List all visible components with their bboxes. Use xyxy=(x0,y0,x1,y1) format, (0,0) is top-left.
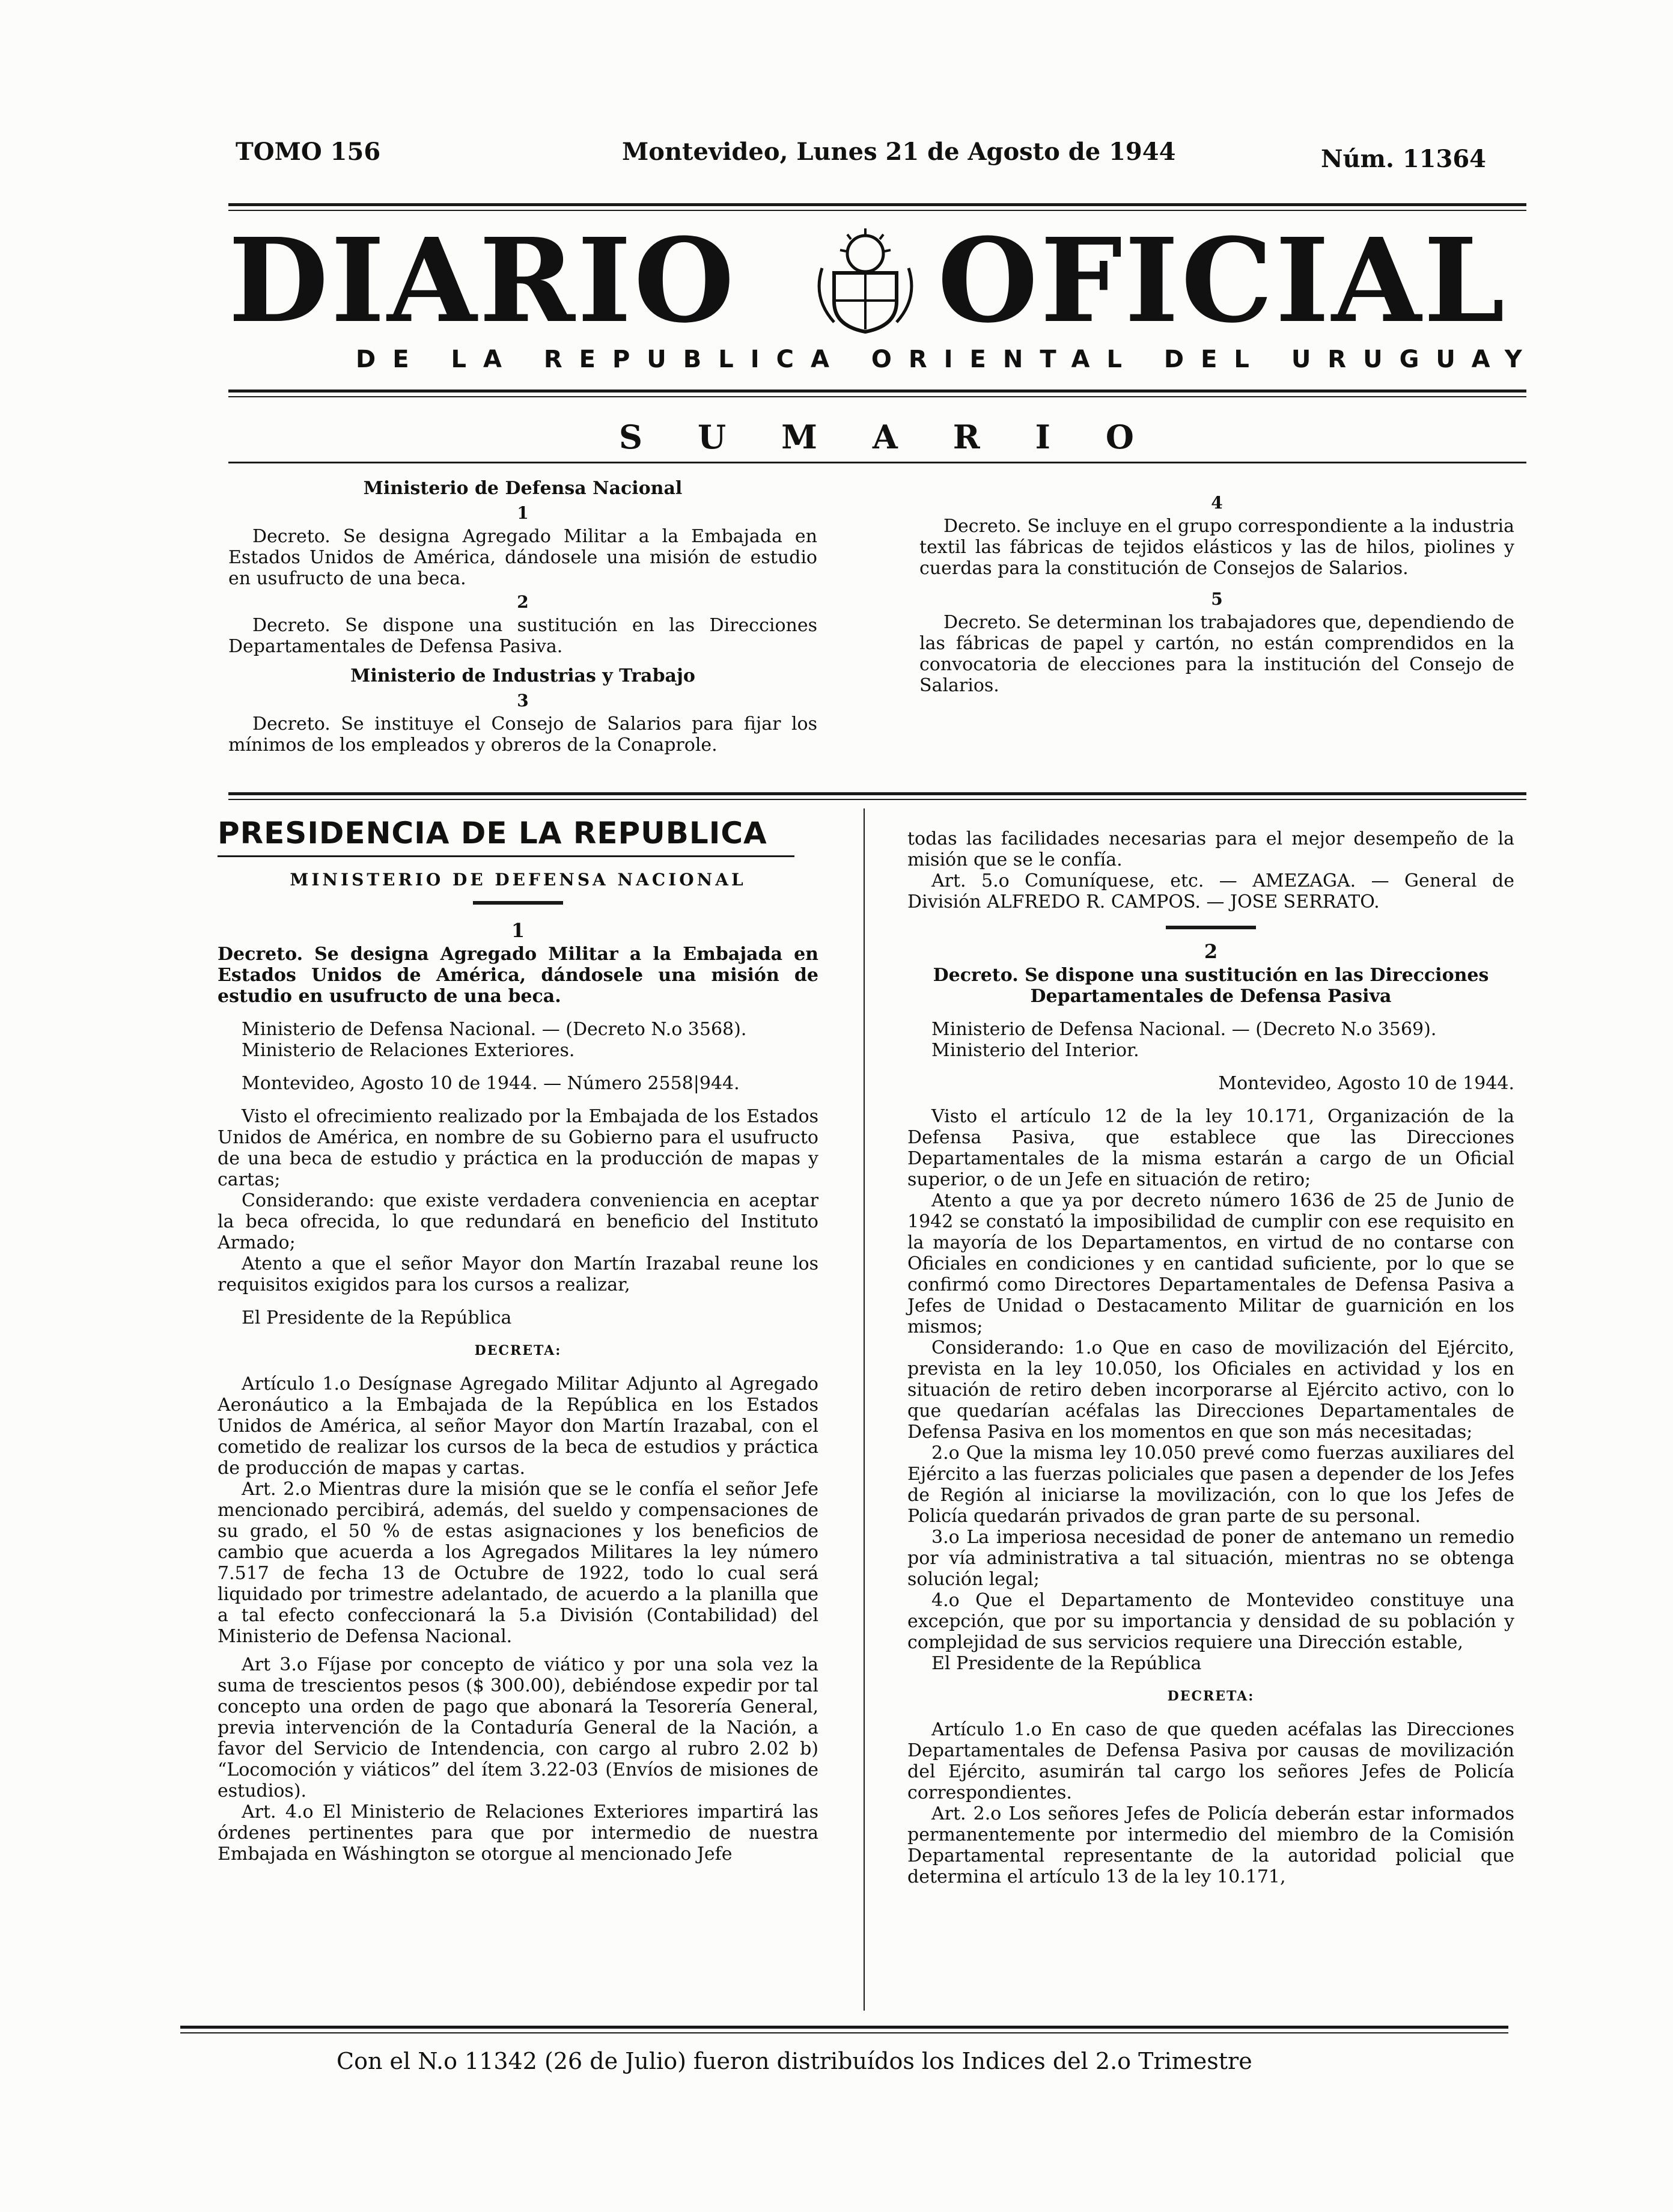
header-rule xyxy=(228,203,1526,206)
footer-rule-thin xyxy=(180,2032,1508,2033)
summary-right-column xyxy=(919,490,1514,696)
ministry-heading: MINISTERIO DE DEFENSA NACIONAL xyxy=(290,870,746,890)
summary-item-number: 3 xyxy=(517,691,529,710)
issue-date: Montevideo, Lunes 21 de Agosto de 1944 xyxy=(622,138,1176,166)
continuation-paragraph: todas las facilidades necesarias para el mejor desempeño de la misión que se le confía. xyxy=(907,828,1514,870)
visto-paragraph: Visto el artículo 12 de la ley 10.171, Organización de la Defensa Pasiva, que establece que las Direcciones Departamentales de la misma estarán a cargo de un Oficial superior, o de un Jefe en situación de retiro; xyxy=(907,1106,1514,1190)
volume-label: TOMO 156 xyxy=(236,138,381,166)
visto-paragraph: Visto el ofrecimiento realizado por la Embajada de los Estados Unidos de América, en nombre de su Gobierno para el usufructo de una beca de estudio y práctica en la producción de mapas y cartas; xyxy=(218,1106,818,1190)
footer-notice: Con el N.o 11342 (26 de Julio) fueron distribuídos los Indices del 2.o Trimestre xyxy=(337,2048,1252,2074)
summary-item-number: 5 xyxy=(1211,589,1223,609)
place-date: Montevideo, Agosto 10 de 1944. xyxy=(1218,1073,1514,1094)
article-paragraph: Art. 4.o El Ministerio de Relaciones Exteriores impartirá las órdenes pertinentes para que por intermedio de nuestra Embajada en Wáshington se otorgue al mencionado Jefe xyxy=(218,1801,818,1865)
decree-number: 2 xyxy=(1204,940,1218,963)
article-paragraph: Art 3.o Fíjase por concepto de viático y por una sola vez la suma de trescientos pesos ($ 300.00), debiéndose expedir por tal concepto una orden de pago que abonará la Tesorería General, previa intervención de la Contaduría General de la Nación, a favor del Servicio de Intendencia, con cargo al rubro 2.02 b) “Locomoción y viáticos” del ítem 3.22-03 (Envíos de misiones de estudios). xyxy=(218,1654,818,1801)
decree-reference: Ministerio de Defensa Nacional. — (Decreto N.o 3569). xyxy=(931,1019,1437,1040)
summary-ministry-defense: Ministerio de Defensa Nacional xyxy=(363,478,683,499)
coat-of-arms-icon xyxy=(805,226,925,334)
considerando-paragraph: 2.o Que la misma ley 10.050 prevé como fuerzas auxiliares del Ejército a las fuerzas policiales que pasen a depender de los Jefes de Región al iniciarse la movilización, con lo que los Jefes de Policía quedarán privados de gran parte de su personal. xyxy=(907,1443,1514,1527)
masthead xyxy=(228,213,1514,349)
decree-reference: Ministerio de Defensa Nacional. — (Decreto N.o 3568). xyxy=(242,1019,747,1040)
considerando-paragraph: 4.o Que el Departamento de Montevideo constituye una excepción, que por su importancia y densidad de su población y complejidad de sus servicios requiere una Dirección estable, xyxy=(907,1590,1514,1653)
summary-title: SUMARIO xyxy=(619,418,1189,456)
short-rule xyxy=(1166,926,1256,929)
summary-item-text: Decreto. Se determinan los trabajadores que, dependiendo de las fábricas de papel y cartón, no están comprendidos en la convocatoria de elecciones para la institución del Consejo de Salarios. xyxy=(919,612,1514,696)
presidente-line: El Presidente de la República xyxy=(242,1307,512,1328)
summary-ministry-industry: Ministerio de Industrias y Trabajo xyxy=(350,665,695,686)
summary-item-number: 1 xyxy=(517,503,529,523)
column-divider xyxy=(864,808,865,2011)
issue-number: Núm. 11364 xyxy=(1321,145,1486,173)
summary-left-column xyxy=(228,478,817,756)
summary-item-number: 2 xyxy=(517,592,529,612)
left-body-column xyxy=(218,814,818,1865)
considerando-paragraph: Considerando: 1.o Que en caso de movilización del Ejército, prevista en la ley 10.050, los Oficiales en actividad y los en situación de retiro deben incorporarse al Ejército activo, con lo que quedarían acéfalas las Direcciones Departamentales de Defensa Pasiva en los momentos en que son más necesitadas; xyxy=(907,1337,1514,1443)
atento-paragraph: Atento a que el señor Mayor don Martín Irazabal reune los requisitos exigidos para los cursos a realizar, xyxy=(218,1253,818,1295)
masthead-title-left: DIARIO xyxy=(228,213,737,349)
right-body-column xyxy=(907,828,1514,1887)
masthead-rule-thin xyxy=(228,396,1526,397)
decree-title: Decreto. Se dispone una sustitución en las Direcciones Departamentales de Defensa Pasiva xyxy=(933,965,1489,1007)
summary-item-text: Decreto. Se dispone una sustitución en las Direcciones Departamentales de Defensa Pasiva. xyxy=(228,615,817,657)
considerando-paragraph: Considerando: que existe verdadera conveniencia en aceptar la beca ofrecida, lo que redundará en beneficio del Instituto Armado; xyxy=(218,1190,818,1253)
decree-reference: Ministerio de Relaciones Exteriores. xyxy=(242,1040,575,1061)
decree-number: 1 xyxy=(511,919,525,942)
masthead-rule xyxy=(228,390,1526,393)
article-paragraph: Art. 2.o Los señores Jefes de Policía deberán estar informados permanentemente por intermedio del miembro de la Comisión Departamental representante de la autoridad policial que determina el artículo 13 de la ley 10.171, xyxy=(907,1803,1514,1887)
section-title-presidencia: PRESIDENCIA DE LA REPUBLICA xyxy=(218,816,767,851)
summary-item-text: Decreto. Se instituye el Consejo de Salarios para fijar los mínimos de los empleados y obreros de la Conaprole. xyxy=(228,713,817,756)
masthead-title-right: OFICIAL xyxy=(937,213,1507,349)
summary-item-text: Decreto. Se designa Agregado Militar a la Embajada en Estados Unidos de América, dándosele una misión de estudio en usufructo de una beca. xyxy=(228,526,817,589)
decreta-heading: DECRETA: xyxy=(1167,1688,1255,1704)
article-paragraph: Art. 2.o Mientras dure la misión que se le confía el señor Jefe mencionado percibirá, además, del sueldo y compensaciones de su grado, el 50 % de estas asignaciones y los beneficios de cambio que acuerda a los Agregados Militares la ley número 7.517 de fecha 13 de Octubre de 1922, todo lo cual será liquidado por trimestre adelantado, de acuerdo a la planilla que a tal efecto confeccionará la 5.a División (Contabilidad) del Ministerio de Defensa Nacional. xyxy=(218,1479,818,1647)
decree-reference: Ministerio del Interior. xyxy=(931,1040,1139,1061)
considerando-paragraph: 3.o La imperiosa necesidad de poner de antemano un remedio por vía administrativa a tal situación, mientras no se obtenga solución legal; xyxy=(907,1527,1514,1590)
masthead-subtitle: DE LA REPUBLICA ORIENTAL DEL URUGUAY xyxy=(356,346,1539,373)
summary-bottom-rule xyxy=(228,792,1526,795)
article-paragraph: Art. 5.o Comuníquese, etc. — AMEZAGA. — General de División ALFREDO R. CAMPOS. — JOSE SERRATO. xyxy=(907,870,1514,912)
header-rule-thin xyxy=(228,210,1526,211)
summary-bottom-rule-thin xyxy=(228,799,1526,800)
short-rule xyxy=(473,901,563,905)
atento-paragraph: Atento a que ya por decreto número 1636 de 25 de Junio de 1942 se constató la imposibilidad de cumplir con ese requisito en la mayoría de los Departamentos, en virtud de no contarse con Oficiales en condiciones y en cantidad suficiente, por lo que se confirmó como Directores Departamentales de Defensa Pasiva a Jefes de Unidad o Destacamento Militar de guarnición en los mismos; xyxy=(907,1190,1514,1337)
summary-rule xyxy=(228,462,1526,463)
article-paragraph: Artículo 1.o Desígnase Agregado Militar Adjunto al Agregado Aeronáutico a la Embajada de la República en los Estados Unidos de América, al señor Mayor don Martín Irazabal, con el cometido de realizar los cursos de la beca de estudios y práctica de producción de mapas y cartas. xyxy=(218,1373,818,1479)
summary-item-text: Decreto. Se incluye en el grupo correspondiente a la industria textil las fábricas de tejidos elásticos y las de hilos, piolines y cuerdas para la constitución de Consejos de Salarios. xyxy=(919,516,1514,579)
decreta-heading: DECRETA: xyxy=(474,1343,562,1358)
footer-rule xyxy=(180,2026,1508,2029)
summary-item-number: 4 xyxy=(1211,493,1223,513)
section-title-rule xyxy=(218,855,794,857)
article-paragraph: Artículo 1.o En caso de que queden acéfalas las Direcciones Departamentales de Defensa Pasiva por causas de movilización del Ejército, asumirán tal cargo los señores Jefes de Policía correspondientes. xyxy=(907,1719,1514,1803)
decree-title: Decreto. Se designa Agregado Militar a la Embajada en Estados Unidos de América, dándosele una misión de estudio en usufructo de una beca. xyxy=(218,944,818,1007)
presidente-line: El Presidente de la República xyxy=(931,1653,1202,1674)
place-date: Montevideo, Agosto 10 de 1944. — Número 2558|944. xyxy=(242,1073,740,1094)
